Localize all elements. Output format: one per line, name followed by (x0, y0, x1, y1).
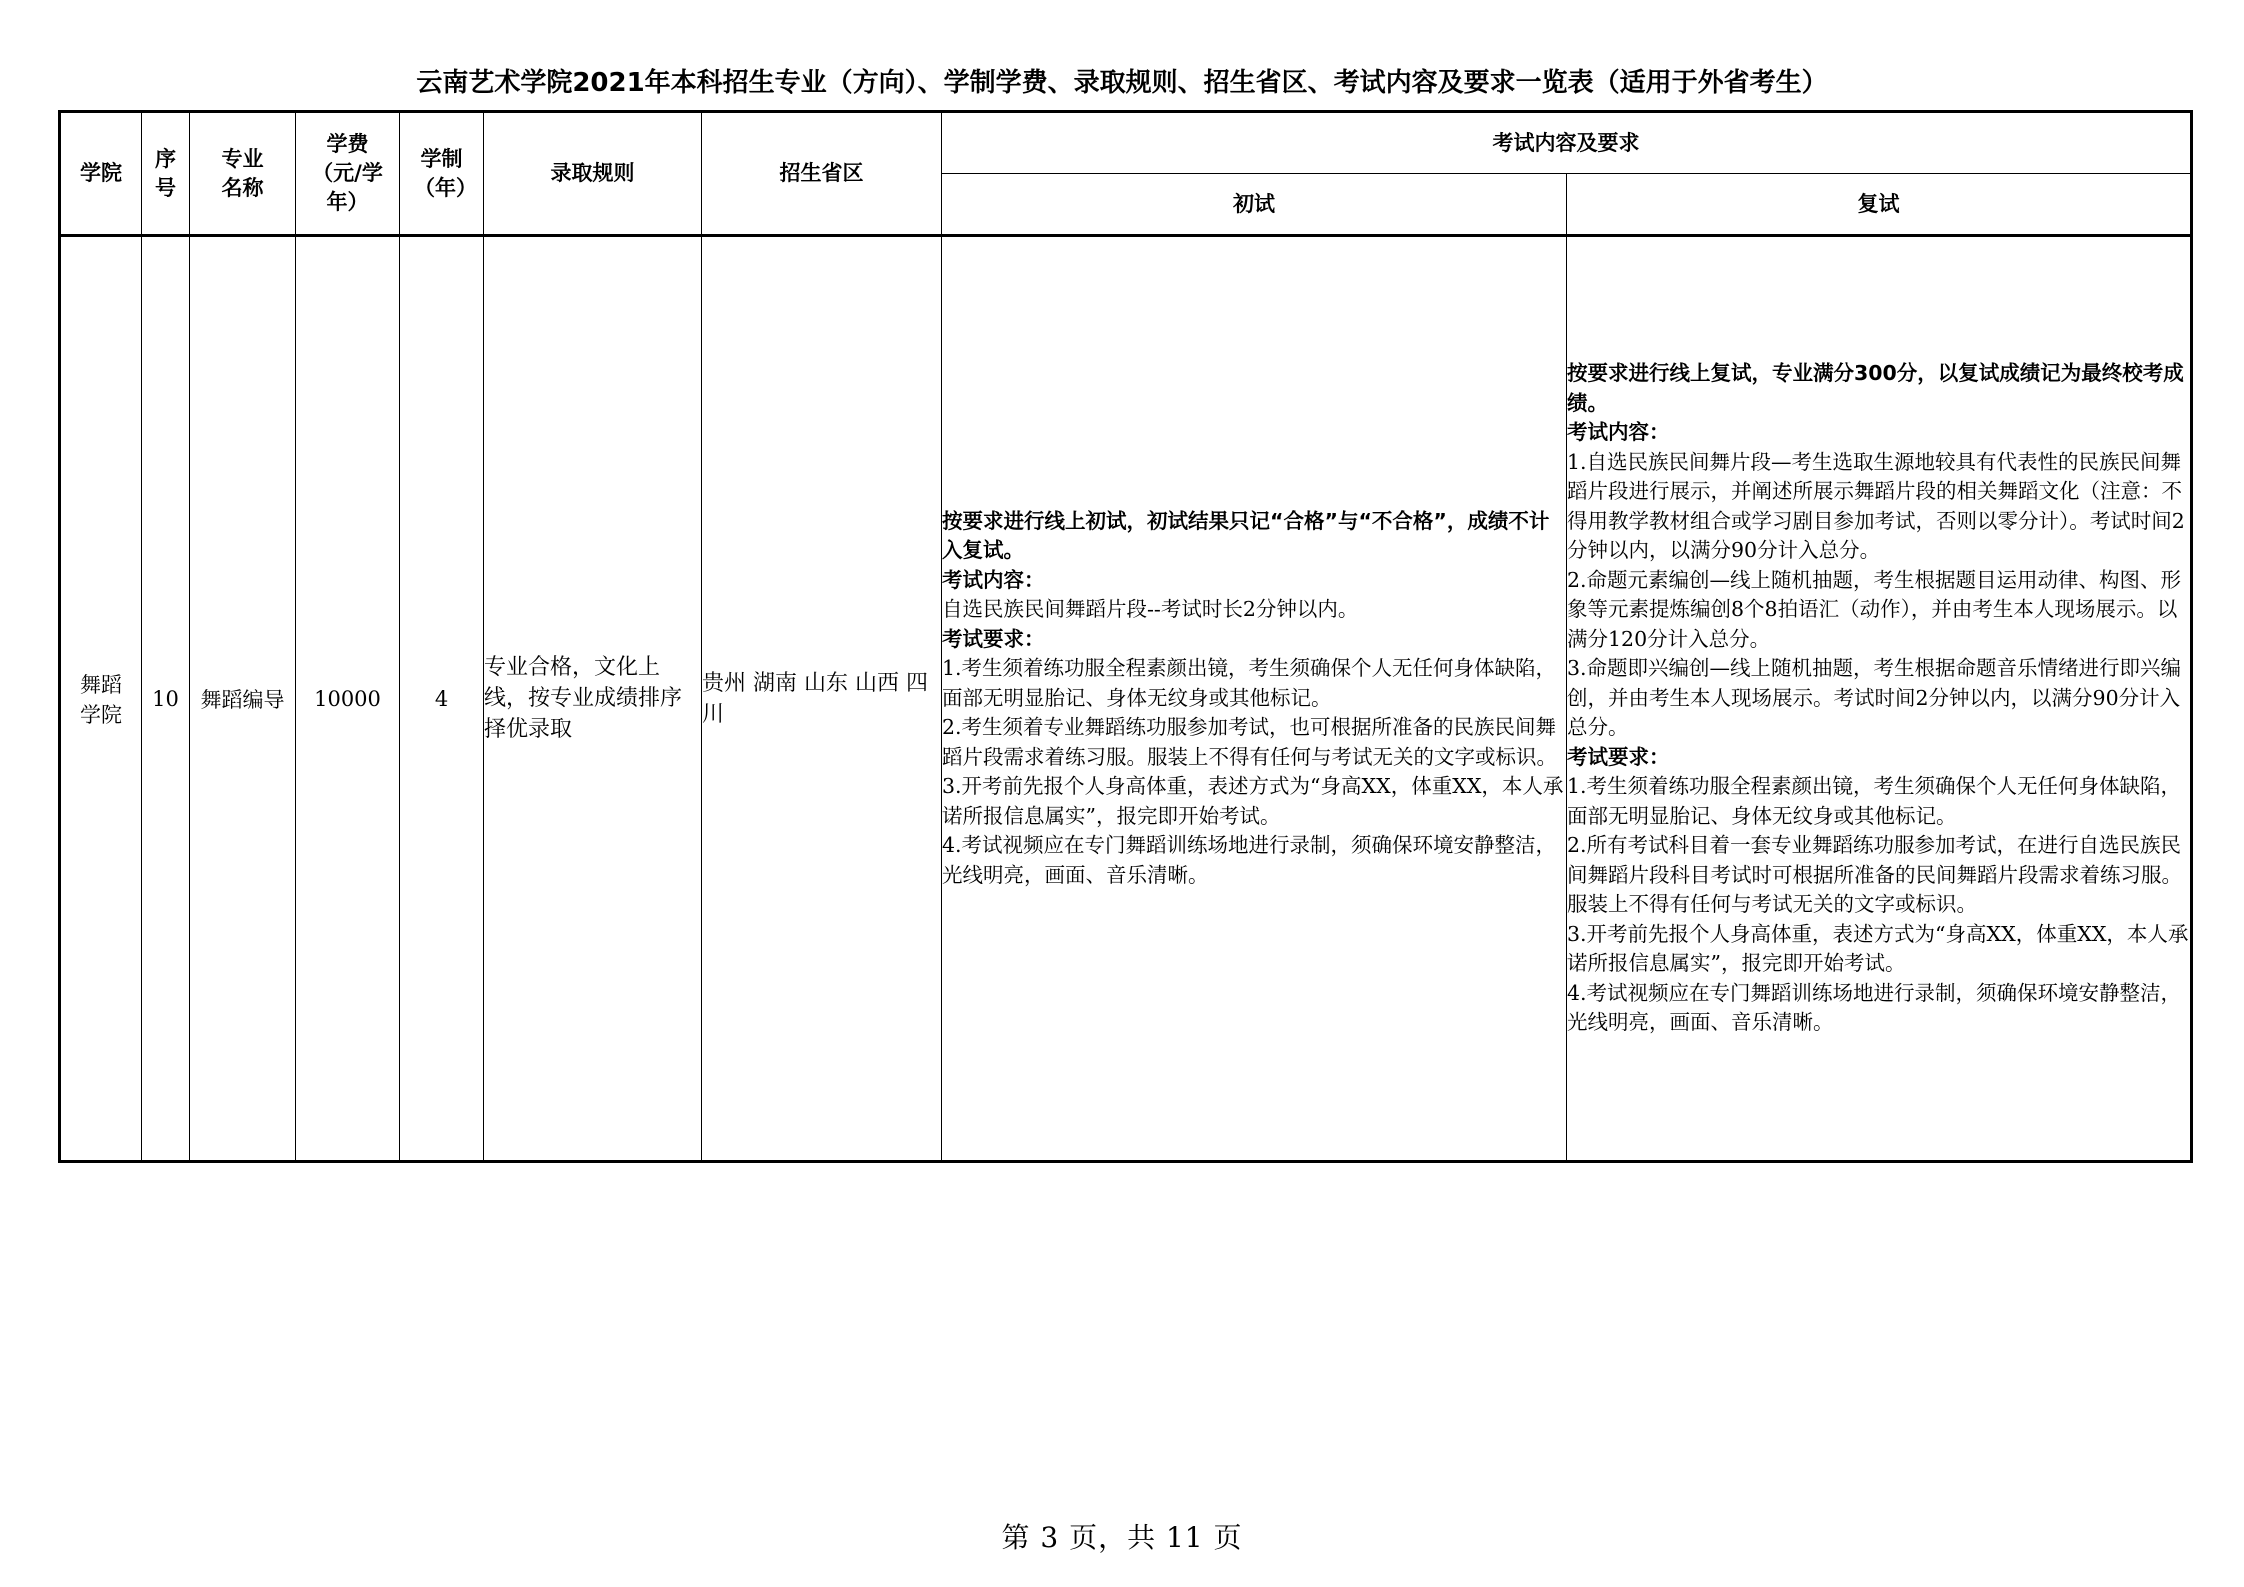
prelim-req-3: 3.开考前先报个人身高体重，表述方式为“身高XX，体重XX，本人承诺所报信息属实”，报完即开始考试。 (942, 774, 1564, 828)
cell-prelim (942, 236, 1567, 1162)
prelim-intro: 按要求进行线上初试，初试结果只记“合格”与“不合格”，成绩不计入复试。 (942, 508, 1550, 563)
header-college: 学院 (60, 112, 142, 236)
prelim-req-2: 2.考生须着专业舞蹈练功服参加考试，也可根据所准备的民族民间舞蹈片段需求着练习服。服装上不得有任何与考试无关的文字或标识。 (942, 715, 1557, 769)
header-provinces: 招生省区 (702, 112, 942, 236)
cell-seq: 10 (142, 236, 190, 1162)
cell-years: 4 (400, 236, 484, 1162)
retest-intro: 按要求进行线上复试，专业满分300分，以复试成绩记为最终校考成绩。 (1567, 361, 2184, 415)
header-retest: 复试 (1567, 174, 2192, 236)
retest-req-1: 1.考生须着练功服全程素颜出镜，考生须确保个人无任何身体缺陷，面部无明显胎记、身体无纹身或其他标记。 (1567, 774, 2182, 828)
prelim-req-4: 4.考试视频应在专门舞蹈训练场地进行录制，须确保环境安静整洁，光线明亮，画面、音乐清晰。 (942, 833, 1557, 887)
cell-provinces: 贵州 湖南 山东 山西 四川 (702, 236, 942, 1162)
prelim-req-1: 1.考生须着练功服全程素颜出镜，考生须确保个人无任何身体缺陷，面部无明显胎记、身体无纹身或其他标记。 (942, 656, 1557, 710)
cell-major: 舞蹈编导 (190, 236, 296, 1162)
retest-req-2: 2.所有考试科目着一套专业舞蹈练功服参加考试，在进行自选民族民间舞蹈片段科目考试时可根据所准备的民间舞蹈片段需求着练习服。服装上不得有任何与考试无关的文字或标识。 (1567, 833, 2182, 917)
header-prelim: 初试 (942, 174, 1567, 236)
retest-content-1: 1.自选民族民间舞片段—考生选取生源地较具有代表性的民族民间舞蹈片段进行展示，并阐述所展示舞蹈片段的相关舞蹈文化（注意：不得用教学教材组合或学习剧目参加考试，否则以零分计）。考试时间2分钟以内，以满分90分计入总分。 (1567, 449, 2185, 563)
retest-content-2: 2.命题元素编创—线上随机抽题，考生根据题目运用动律、构图、形象等元素提炼编创8个8拍语汇（动作），并由考生本人现场展示。以满分120分计入总分。 (1567, 567, 2182, 651)
cell-rule: 专业合格，文化上线，按专业成绩排序择优录取 (484, 236, 702, 1162)
page-title: 云南艺术学院2021年本科招生专业（方向）、学制学费、录取规则、招生省区、考试内容及要求一览表（适用于外省考生） (416, 68, 1828, 98)
header-seq: 序号 (142, 112, 190, 236)
header-exam: 考试内容及要求 (942, 112, 2192, 174)
table-row (60, 236, 2192, 1162)
cell-fee: 10000 (296, 236, 400, 1162)
cell-college: 舞蹈学院 (60, 236, 142, 1162)
prelim-req-label: 考试要求： (942, 626, 1045, 651)
header-fee: 学费（元/学年） (296, 112, 400, 236)
retest-content-3: 3.命题即兴编创—线上随机抽题，考生根据命题音乐情绪进行即兴编创，并由考生本人现场展示。考试时间2分钟以内，以满分90分计入总分。 (1567, 656, 2182, 740)
retest-req-3: 3.开考前先报个人身高体重，表述方式为“身高XX，体重XX，本人承诺所报信息属实”，报完即开始考试。 (1567, 921, 2189, 976)
page-number: 第 3 页，共 11 页 (1001, 1521, 1243, 1554)
header-row (60, 112, 2192, 174)
header-years: 学制（年） (400, 112, 484, 236)
retest-req-label: 考试要求： (1567, 744, 1670, 769)
retest-req-4: 4.考试视频应在专门舞蹈训练场地进行录制，须确保环境安静整洁，光线明亮，画面、音乐清晰。 (1567, 980, 2182, 1035)
retest-content-label: 考试内容： (1567, 420, 1670, 445)
prelim-content-label: 考试内容： (942, 567, 1045, 592)
header-major: 专业名称 (190, 112, 296, 236)
cell-retest (1567, 236, 2192, 1162)
header-rule: 录取规则 (484, 112, 702, 236)
prelim-content: 自选民族民间舞蹈片段--考试时长2分钟以内。 (942, 597, 1359, 622)
admission-table (58, 110, 2193, 1163)
